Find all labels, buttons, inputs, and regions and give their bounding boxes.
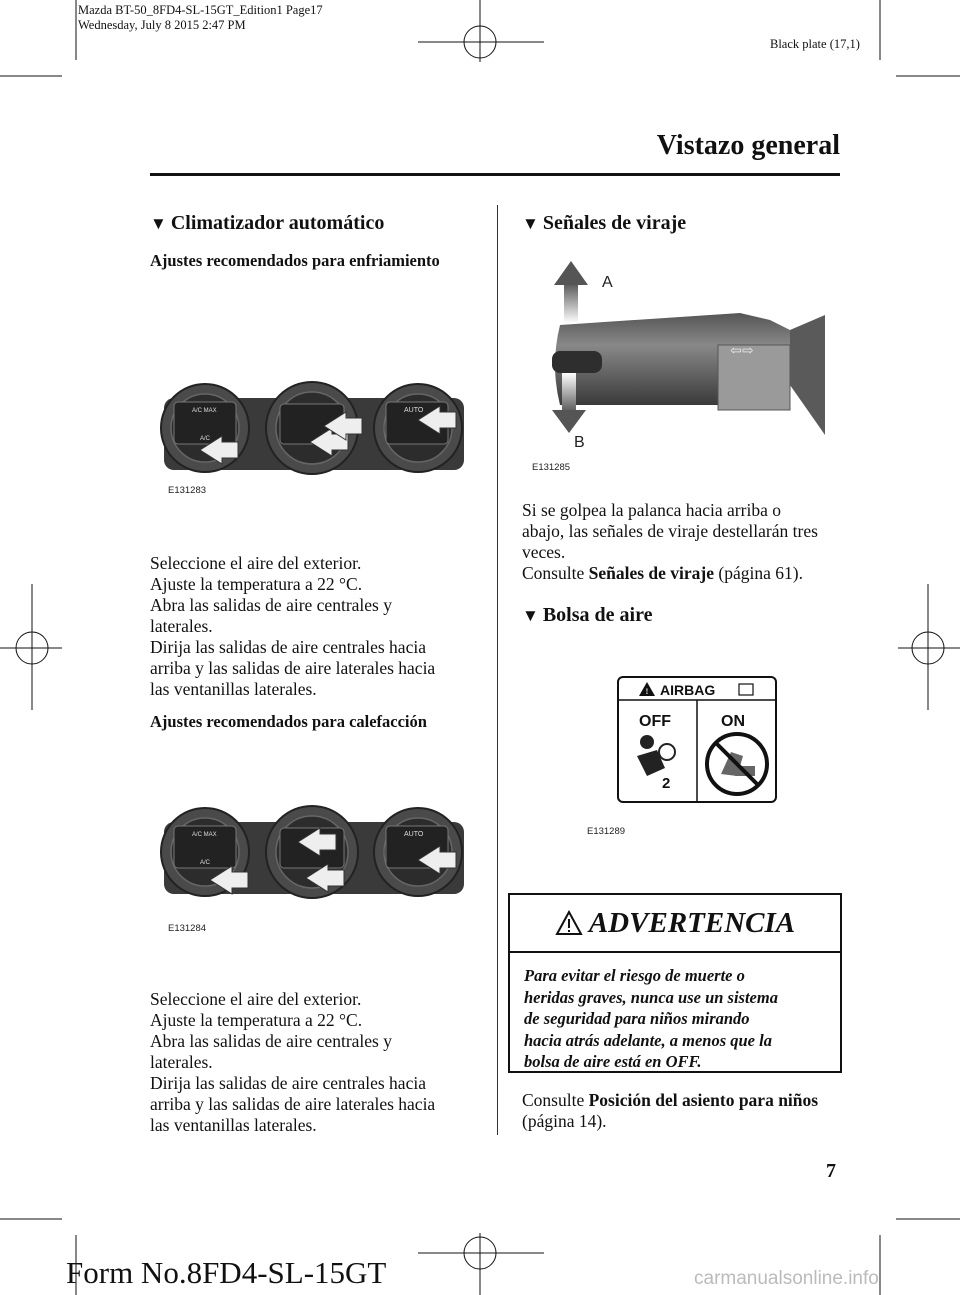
svg-text:!: ! bbox=[645, 687, 649, 696]
page-reference: (página 61). bbox=[718, 563, 803, 583]
consult-prefix: Consulte bbox=[522, 563, 585, 583]
ac-max-label: A/C MAX bbox=[192, 408, 217, 414]
cooling-line: las ventanillas laterales. bbox=[150, 679, 317, 699]
header-rule bbox=[150, 173, 840, 176]
cooling-figure-code: E131283 bbox=[168, 485, 207, 496]
heating-line: arriba y las salidas de aire laterales hacia bbox=[150, 1094, 436, 1114]
turn-signal-line: abajo, las señales de viraje destellarán tres bbox=[522, 521, 818, 541]
consult-prefix: Consulte bbox=[522, 1090, 585, 1110]
heating-line: laterales. bbox=[150, 1052, 213, 1072]
cooling-heading: Ajustes recomendados para enfriamiento bbox=[150, 251, 440, 270]
airbag-figure-code: E131289 bbox=[587, 826, 626, 837]
heating-panel-figure bbox=[150, 770, 470, 930]
climate-section-title: ▼ Climatizador automático bbox=[150, 212, 385, 234]
warning-box bbox=[508, 893, 842, 1073]
warning-line: de seguridad para niños mirando bbox=[524, 1009, 750, 1028]
page-section-title: Vistazo general bbox=[656, 130, 840, 161]
turn-signal-text bbox=[522, 500, 842, 584]
cooling-line: Dirija las salidas de aire centrales hacia bbox=[150, 637, 426, 657]
ac-label: A/C bbox=[200, 436, 211, 442]
page-number: 7 bbox=[826, 1160, 836, 1182]
warning-line: bolsa de aire está en OFF. bbox=[524, 1052, 702, 1071]
warning-title: ADVERTENCIA bbox=[588, 906, 796, 939]
warning-header bbox=[510, 895, 840, 953]
warning-line: hacia atrás adelante, a menos que la bbox=[524, 1030, 772, 1050]
airbag-section-title: ▼ Bolsa de aire bbox=[522, 604, 653, 626]
column-divider bbox=[497, 205, 498, 1135]
cooling-line: Seleccione el aire del exterior. bbox=[150, 553, 362, 573]
turn-signal-lever-figure bbox=[540, 255, 840, 455]
cooling-line: laterales. bbox=[150, 616, 213, 636]
ac-max-label: A/C MAX bbox=[192, 832, 217, 838]
turn-signal-line: veces. bbox=[522, 542, 566, 562]
auto-label: AUTO bbox=[404, 407, 424, 414]
print-file-line: Mazda BT-50_8FD4-SL-15GT_Edition1 Page17 bbox=[78, 3, 323, 17]
on-label: ON bbox=[721, 713, 745, 730]
airbag-consult bbox=[522, 1090, 852, 1132]
heating-line: Seleccione el aire del exterior. bbox=[150, 989, 362, 1009]
arrow-up-icon bbox=[554, 261, 588, 323]
off-label: OFF bbox=[639, 713, 671, 730]
watermark: carmanualsonline.info bbox=[694, 1268, 879, 1289]
section-triangle-icon: ▼ bbox=[522, 606, 539, 625]
cooling-line: Abra las salidas de aire centrales y bbox=[150, 595, 392, 615]
cooling-line: arriba y las salidas de aire laterales hacia bbox=[150, 658, 436, 678]
no-child-seat-icon bbox=[707, 734, 767, 794]
page-reference: (página 14). bbox=[522, 1111, 607, 1131]
ac-label: A/C bbox=[200, 860, 211, 866]
airbag-label-number: 2 bbox=[662, 775, 671, 792]
airbag-label-text: AIRBAG bbox=[660, 682, 716, 698]
turn-signal-consult bbox=[522, 563, 842, 584]
cooling-line: Ajuste la temperatura a 22 °C. bbox=[150, 574, 363, 594]
heating-text bbox=[150, 989, 490, 1136]
section-triangle-icon: ▼ bbox=[150, 214, 167, 233]
svg-text:⇦⇨: ⇦⇨ bbox=[730, 344, 754, 359]
heating-heading: Ajustes recomendados para calefacción bbox=[150, 712, 427, 731]
heating-figure-code: E131284 bbox=[168, 923, 207, 934]
label-a: A bbox=[602, 274, 613, 291]
heating-line: Abra las salidas de aire centrales y bbox=[150, 1031, 392, 1051]
heating-line: Ajuste la temperatura a 22 °C. bbox=[150, 1010, 363, 1030]
child-seat-reference-link[interactable]: Posición del asiento para niños bbox=[588, 1090, 819, 1110]
print-plate: Black plate (17,1) bbox=[770, 37, 860, 51]
label-b: B bbox=[574, 434, 585, 451]
heating-line: Dirija las salidas de aire centrales hacia bbox=[150, 1073, 426, 1093]
cooling-panel-figure bbox=[150, 340, 470, 500]
turn-signal-figure-code: E131285 bbox=[532, 462, 571, 473]
warning-line: heridas graves, nunca use un sistema bbox=[524, 987, 778, 1007]
form-number: Form No.8FD4-SL-15GT bbox=[66, 1255, 387, 1290]
warning-body bbox=[510, 953, 840, 1081]
heating-line: las ventanillas laterales. bbox=[150, 1115, 317, 1135]
turn-signal-reference-link[interactable]: Señales de viraje bbox=[588, 563, 715, 583]
cooling-text bbox=[150, 553, 490, 700]
print-date-line: Wednesday, July 8 2015 2:47 PM bbox=[78, 18, 246, 32]
warning-line: Para evitar el riesgo de muerte o bbox=[524, 966, 745, 985]
turn-signal-line: Si se golpea la palanca hacia arriba o bbox=[522, 500, 781, 520]
turn-signals-section-title: ▼ Señales de viraje bbox=[522, 212, 687, 234]
airbag-label-figure bbox=[617, 676, 777, 803]
auto-label: AUTO bbox=[404, 831, 424, 838]
warning-icon bbox=[555, 910, 583, 936]
section-triangle-icon: ▼ bbox=[522, 214, 539, 233]
